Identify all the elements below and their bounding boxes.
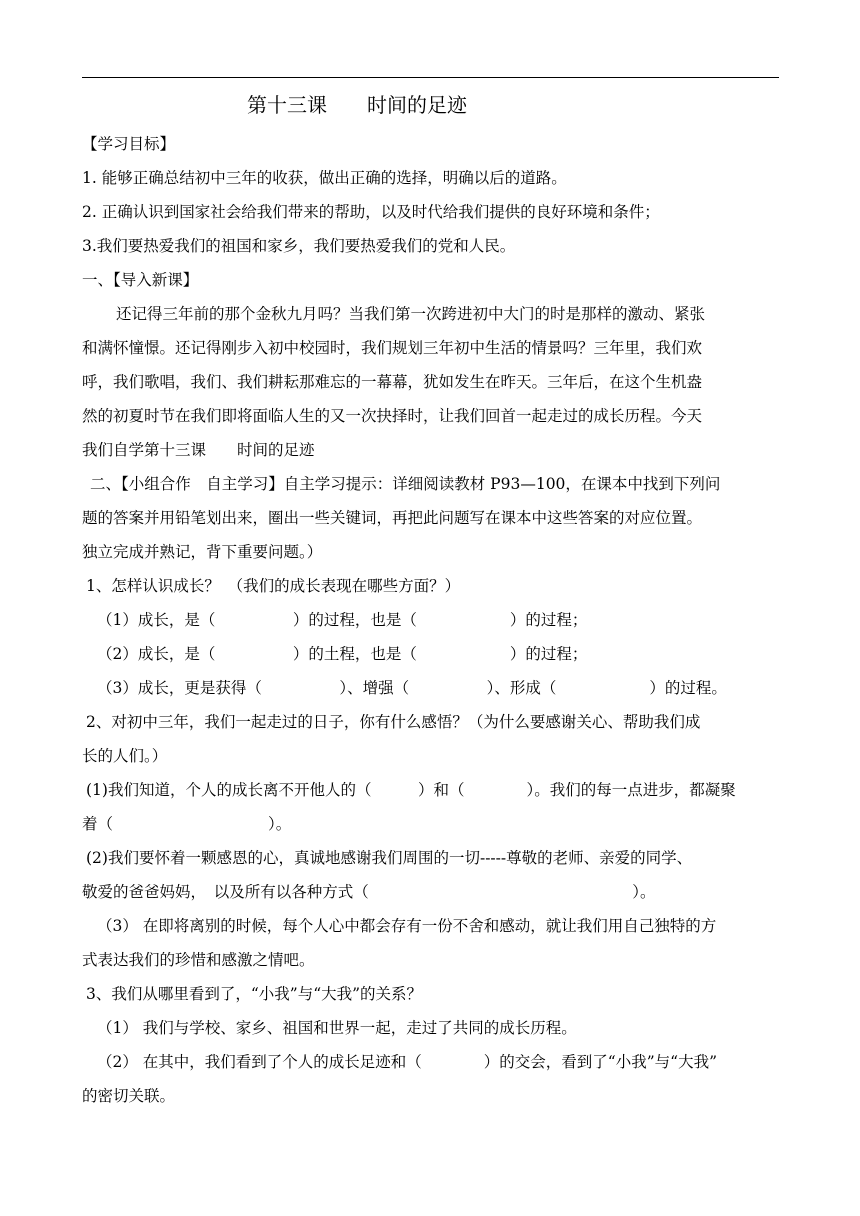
objective-3: 3.我们要热爱我们的祖国和家乡，我们要热爱我们的党和人民。 (82, 237, 516, 255)
intro-line: 和满怀憧憬。还记得刚步入初中校园时，我们规划三年初中生活的情景吗？三年里，我们欢 (82, 339, 703, 357)
question-2-header-cont: 长的人们。） (82, 747, 168, 765)
intro-line: 我们自学第十三课 时间的足迹 (82, 441, 315, 459)
objective-1: 1. 能够正确总结初中三年的收获，做出正确的选择，明确以后的道路。 (82, 169, 567, 187)
objective-2: 2. 正确认识到国家社会给我们带来的帮助，以及时代给我们提供的良好环境和条件； (82, 203, 660, 221)
question-1-header: 1、怎样认识成长？ （我们的成长表现在哪些方面？） (86, 577, 461, 595)
question-3-item-cont: 的密切关联。 (82, 1087, 176, 1105)
intro-header: 一、【导入新课】 (82, 271, 199, 289)
group-study-line: 二、【小组合作 自主学习】自主学习提示：详细阅读教材 P93—100，在课本中找到下列问 (90, 475, 721, 493)
question-3-header: 3、我们从哪里看到了，“小我”与“大我”的关系？ (86, 985, 423, 1003)
question-2-header: 2、对初中三年，我们一起走过的日子，你有什么感悟？（为什么要感谢关心、帮助我们成 (86, 713, 701, 731)
intro-line: 还记得三年前的那个金秋九月吗？当我们第一次跨进初中大门的时是那样的激动、紧张 (116, 305, 706, 323)
question-2-item-cont: 敬爱的爸爸妈妈， 以及所有以各种方式（ ）。 (82, 883, 656, 901)
question-2-item-cont: 着（ ）。 (82, 815, 292, 833)
group-study-line: 独立完成并熟记，背下重要问题。） (82, 543, 323, 561)
intro-line: 呼，我们歌唱，我们、我们耕耘那难忘的一幕幕，犹如发生在昨天。三年后，在这个生机盎 (82, 373, 703, 391)
question-2-item: (2)我们要怀着一颗感恩的心，真诚地感谢我们周围的一切-----尊敬的老师、亲爱的同学、 (86, 849, 693, 867)
question-1-item: （3）成长，更是获得（ ）、增强（ ）、形成（ ）的过程。 (97, 679, 727, 697)
group-study-line: 题的答案并用铅笔划出来，圈出一些关键词，再把此问题写在课本中这些答案的对应位置。 (82, 509, 703, 527)
question-3-item: （2） 在其中，我们看到了个人的成长足迹和（ ）的交会，看到了“小我”与“大我” (97, 1053, 717, 1071)
question-2-item-cont: 式表达我们的珍惜和感激之情吧。 (82, 951, 315, 969)
header-rule (82, 77, 779, 78)
page-title: 第十三课 时间的足迹 (247, 93, 467, 117)
question-2-item: （3） 在即将离别的时候，每个人心中都会存有一份不舍和感动，就让我们用自己独特的方 (97, 917, 717, 935)
intro-line: 然的初夏时节在我们即将面临人生的又一次抉择时，让我们回首一起走过的成长历程。今天 (82, 407, 703, 425)
question-2-item: (1)我们知道，个人的成长离不开他人的（ ）和（ ）。我们的每一点进步，都凝聚 (86, 781, 736, 799)
question-1-item: （1）成长，是（ ）的过程，也是（ ）的过程； (97, 611, 588, 629)
question-3-item: （1） 我们与学校、家乡、祖国和世界一起，走过了共同的成长历程。 (97, 1019, 577, 1037)
question-1-item: （2）成长，是（ ）的土程，也是（ ）的过程； (97, 645, 588, 663)
objectives-header: 【学习目标】 (82, 135, 176, 153)
